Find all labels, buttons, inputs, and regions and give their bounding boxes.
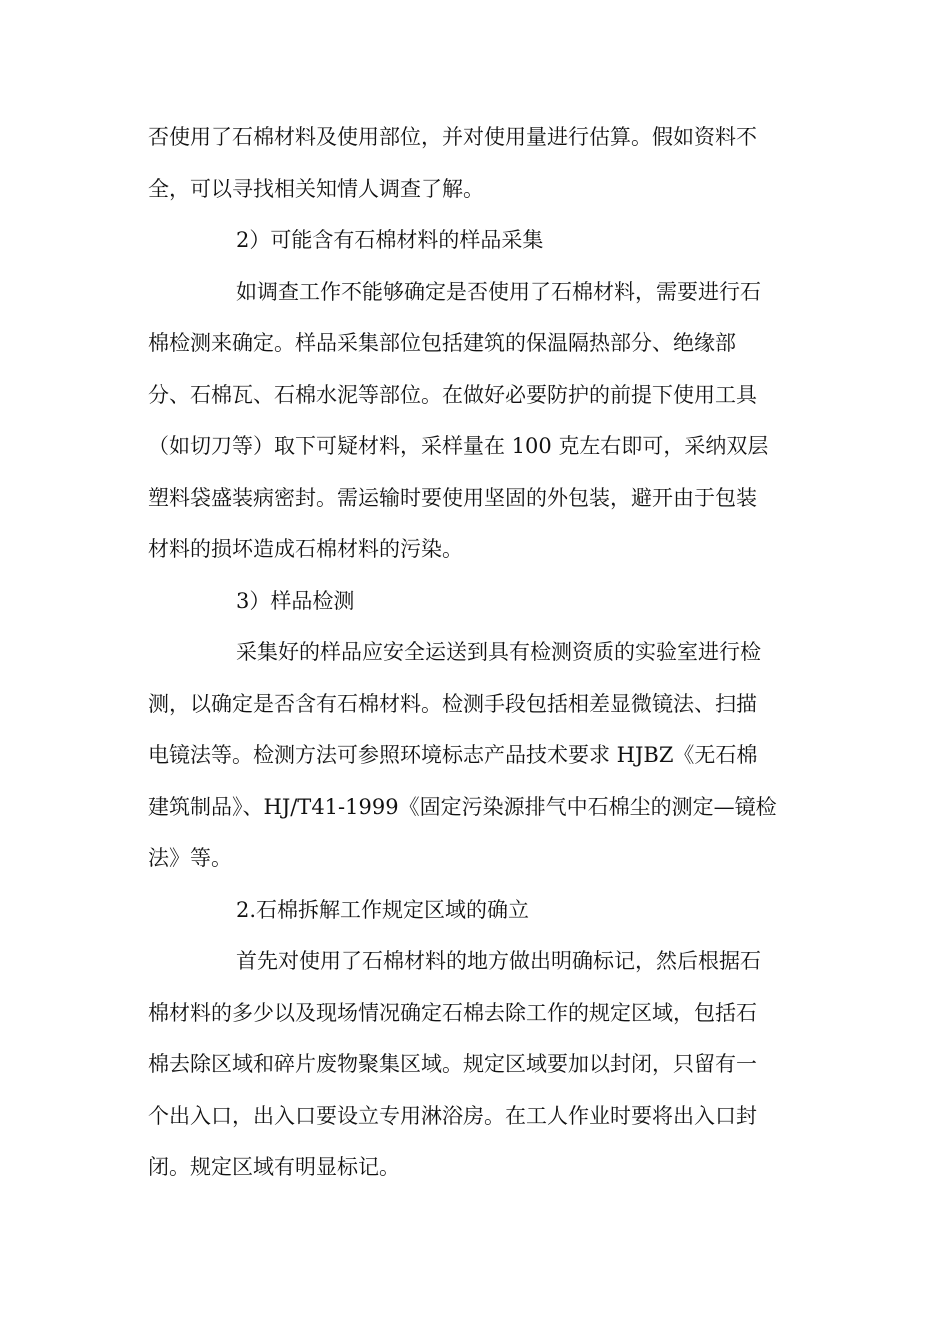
paragraph-line: 否使用了石棉材料及使用部位，并对使用量进行估算。假如资料不 [148,125,757,149]
paragraph-line: 棉检测来确定。样品采集部位包括建筑的保温隔热部分、绝缘部 [148,331,736,355]
paragraph-line: 电镜法等。检测方法可参照环境标志产品技术要求 HJBZ《无石棉 [148,743,758,767]
paragraph-line: 全，可以寻找相关知情人调查了解。 [148,177,484,201]
paragraph-line: 塑料袋盛装病密封。需运输时要使用坚固的外包装，避开由于包装 [148,486,757,510]
paragraph-line: 测，以确定是否含有石棉材料。检测手段包括相差显微镜法、扫描 [148,692,757,716]
section-heading: 2.石棉拆解工作规定区域的确立 [236,898,530,922]
paragraph-line: 建筑制品》、HJ/T41-1999《固定污染源排气中石棉尘的测定—镜检 [148,795,777,819]
section-heading: 3）样品检测 [236,589,355,613]
section-heading: 2）可能含有石棉材料的样品采集 [236,228,544,252]
paragraph-line: 棉去除区域和碎片废物聚集区域。规定区域要加以封闭，只留有一 [148,1052,757,1076]
paragraph-line: 闭。规定区域有明显标记。 [148,1155,400,1179]
paragraph-line: 材料的损坏造成石棉材料的污染。 [148,537,463,561]
paragraph-line: 如调查工作不能够确定是否使用了石棉材料，需要进行石 [236,280,761,304]
paragraph-line: 首先对使用了石棉材料的地方做出明确标记，然后根据石 [236,949,761,973]
paragraph-line: 分、石棉瓦、石棉水泥等部位。在做好必要防护的前提下使用工具 [148,383,757,407]
paragraph-line: 法》等。 [148,846,232,870]
paragraph-line: （如切刀等）取下可疑材料，采样量在 100 克左右即可，采纳双层 [148,434,769,458]
paragraph-line: 个出入口，出入口要设立专用淋浴房。在工人作业时要将出入口封 [148,1104,757,1128]
paragraph-line: 棉材料的多少以及现场情况确定石棉去除工作的规定区域，包括石 [148,1001,757,1025]
paragraph-line: 采集好的样品应安全运送到具有检测资质的实验室进行检 [236,640,761,664]
